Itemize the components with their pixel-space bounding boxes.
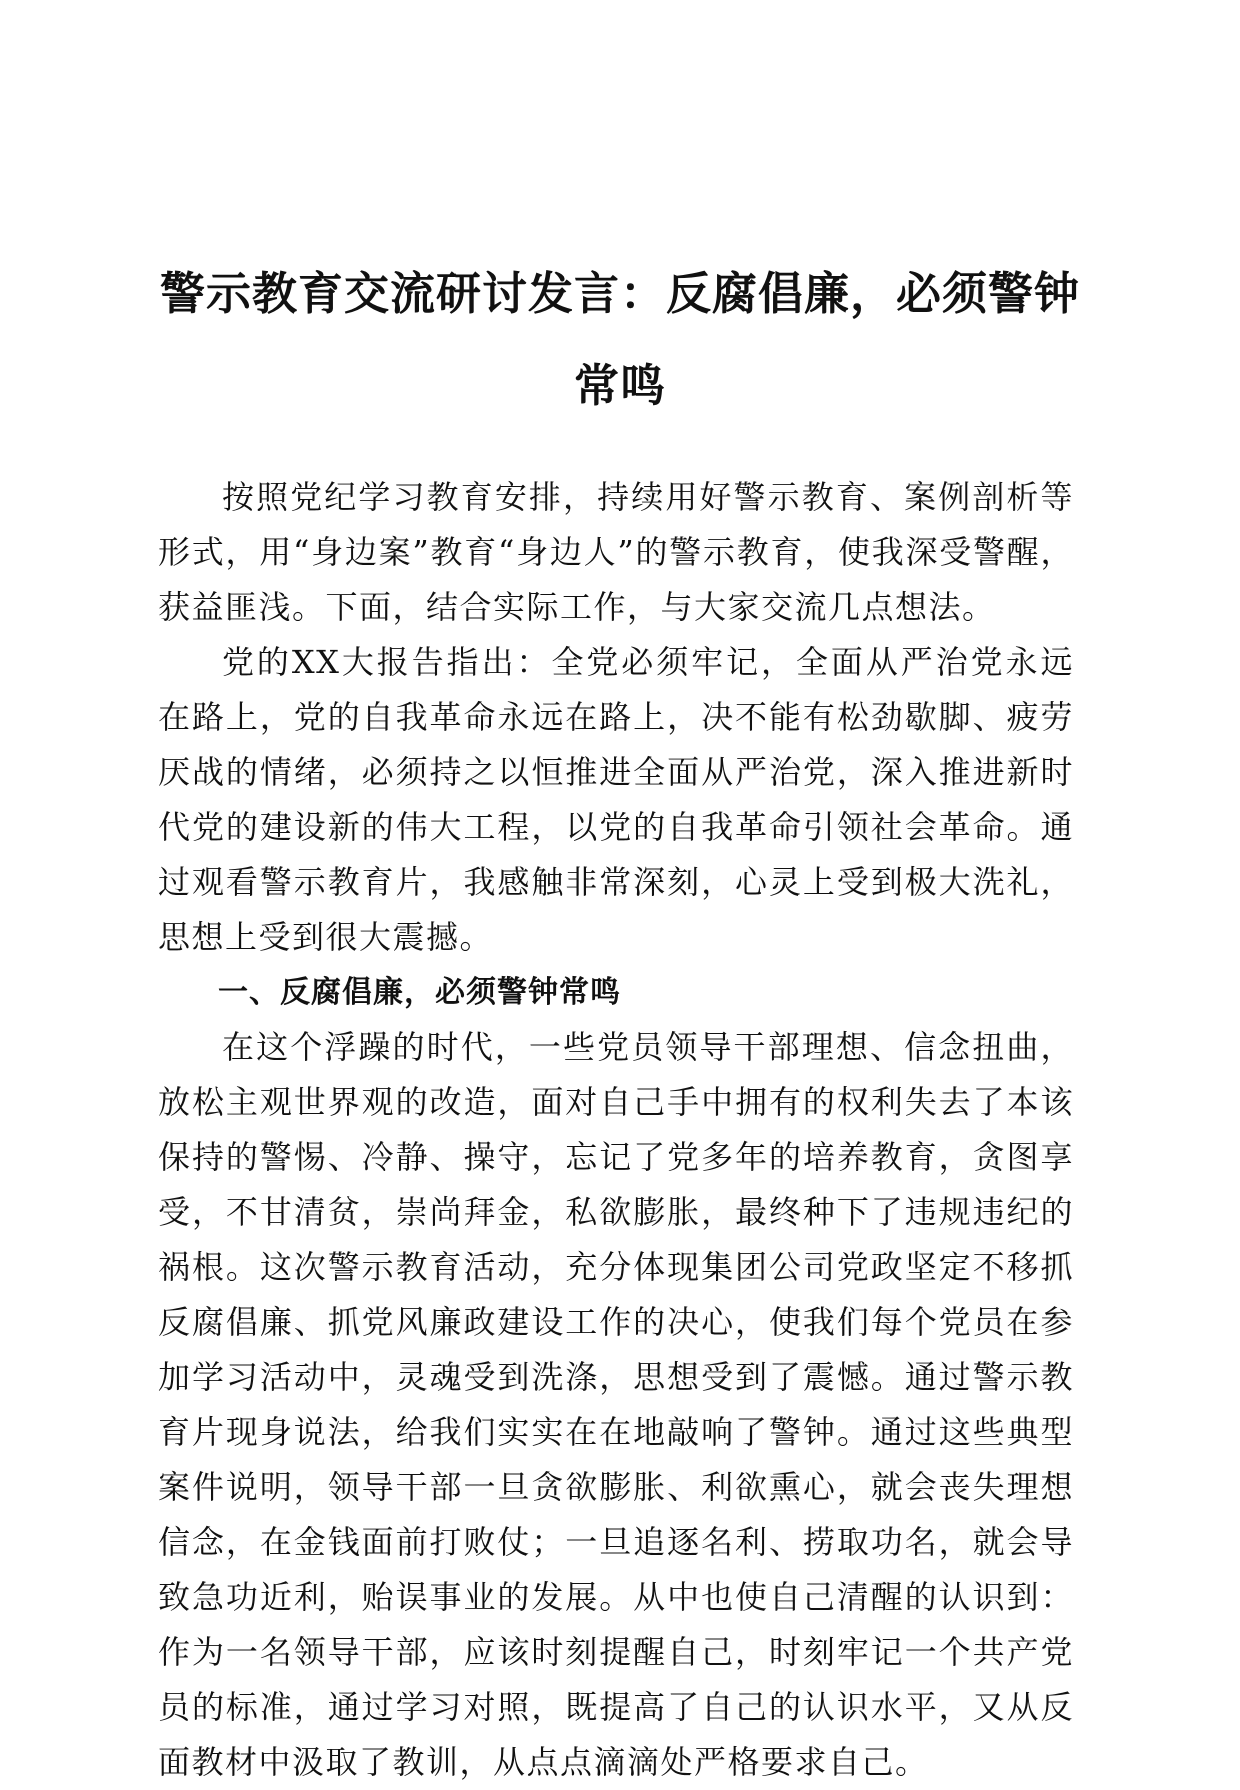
document-body <box>158 470 1074 1790</box>
section-1-paragraph: 在这个浮躁的时代，一些党员领导干部理想、信念扭曲，放松主观世界观的改造，面对自己手中拥有的权利失去了本该保持的警惕、冷静、操守，忘记了党多年的培养教育，贪图享受，不甘清贫，崇尚拜金，私欲膨胀，最终种下了违规违纪的祸根。这次警示教育活动，充分体现集团公司党政坚定不移抓反腐倡廉、抓党风廉政建设工作的决心，使我们每个党员在参加学习活动中，灵魂受到洗涤，思想受到了震憾。通过警示教育片现身说法，给我们实实在在地敲响了警钟。通过这些典型案件说明，领导干部一旦贪欲膨胀、利欲熏心，就会丧失理想信念，在金钱面前打败仗；一旦追逐名利、捞取功名，就会导致急功近利，贻误事业的发展。从中也使自己清醒的认识到：作为一名领导干部，应该时刻提醒自己，时刻牢记一个共产党员的标准，通过学习对照，既提高了自己的认识水平，又从反面教材中汲取了教训，从点点滴滴处严格要求自己。 <box>158 1028 1074 1781</box>
document-title: 警示教育交流研讨发言：反腐倡廉，必须警钟常鸣 <box>159 267 1080 412</box>
intro-paragraph: 按照党纪学习教育安排，持续用好警示教育、案例剖析等形式，用“身边案”教育“身边人”的警示教育，使我深受警醒，获益匪浅。下面，结合实际工作，与大家交流几点想法。 <box>158 478 1074 626</box>
report-quote-paragraph: 党的XX大报告指出：全党必须牢记，全面从严治党永远在路上，党的自我革命永远在路上，决不能有松劲歇脚、疲劳厌战的情绪，必须持之以恒推进全面从严治党，深入推进新时代党的建设新的伟大工程，以党的自我革命引领社会革命。通过观看警示教育片，我感触非常深刻，心灵上受到极大洗礼，思想上受到很大震撼。 <box>158 643 1074 956</box>
section-heading-1: 一、反腐倡廉，必须警钟常鸣 <box>218 975 621 1010</box>
